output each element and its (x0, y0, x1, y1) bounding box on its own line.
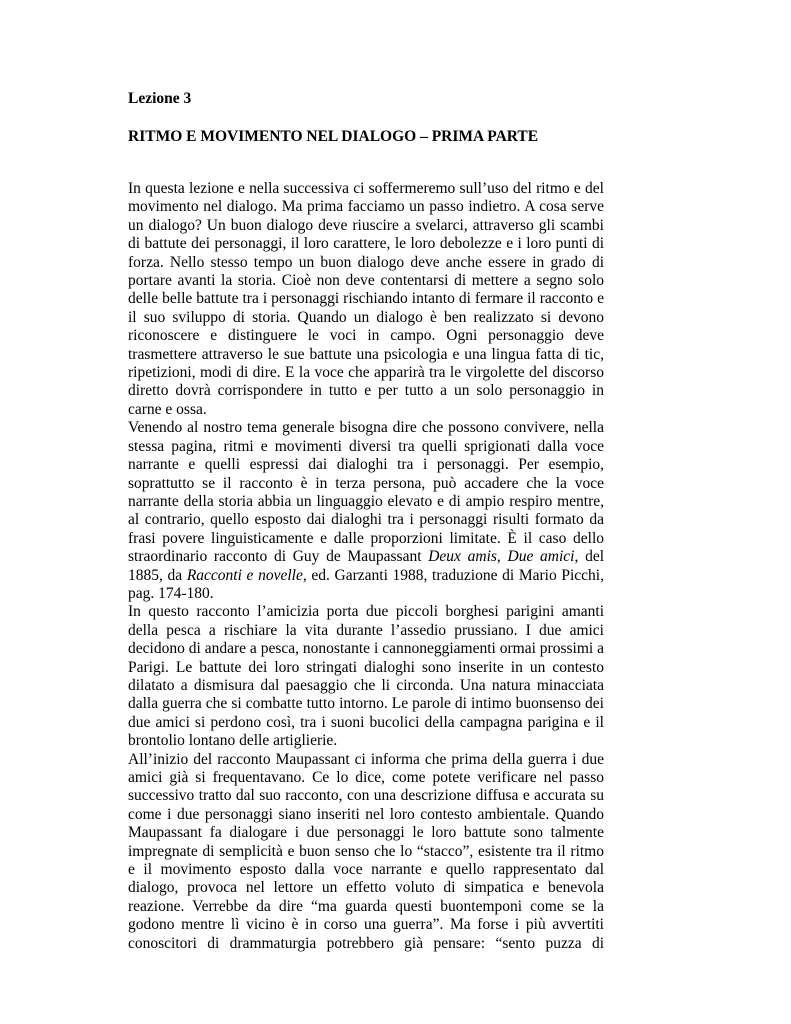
text-line: narrante della storia abbia un linguaggio elevato e di ampio respiro mentre, (128, 492, 604, 510)
text-line: brontolio lontano delle artiglierie. (128, 732, 338, 750)
text-line: pag. 174-180. (128, 584, 214, 602)
text-line: al contrario, quello esposto dai dialoghi tra i personaggi risulti formato da (128, 511, 604, 529)
document-page (128, 88, 604, 953)
text-line (128, 548, 604, 566)
text-line: e il movimento esposto dalla voce narrante e quello rappresentato dal (128, 861, 604, 879)
text-line: stessa pagina, ritmi e movimenti diversi tra quelli sprigionati dalla voce (128, 437, 604, 455)
paragraph-2 (128, 419, 604, 603)
text-line: della pesca a rischiare la vita durante l’assedio prussiano. I due amici (128, 621, 604, 639)
text-line: trasmettere attraverso le sue battute una psicologia e una lingua fatta di tic, (128, 345, 604, 363)
text-line: soprattutto se il racconto è in terza persona, può accadere che la voce (128, 474, 604, 492)
text-run: , (496, 548, 508, 566)
text-line: portare avanti la storia. Cioè non deve contentarsi di mettere a segno solo (128, 272, 604, 290)
text-line: conoscitori di drammaturgia potrebbero già pensare: “sento puzza di (128, 934, 604, 952)
text-line: dialogo, provoca nel lettore un effetto voluto di simpatica e benevola (128, 879, 604, 897)
body-text (128, 180, 604, 953)
text-line: delle belle battute tra i personaggi rischiando intanto di fermare il racconto e (128, 290, 604, 308)
lesson-label: Lezione 3 (128, 90, 192, 107)
text-line: In questo racconto l’amicizia porta due piccoli borghesi parigini amanti (128, 603, 604, 621)
text-line: movimento nel dialogo. Ma prima facciamo un passo indietro. A cosa serve (128, 198, 604, 216)
work-title-translated: Due amici (507, 548, 575, 566)
text-line: reazione. Verrebbe da dire “ma guarda questi buontemponi come se la (128, 897, 604, 915)
text-line: dalla guerra che si combatte tutto intorno. Le parole di intimo buonsenso dei (128, 695, 604, 713)
text-run: , ed. Garzanti 1988, traduzione di Mario Picchi, (302, 566, 604, 584)
text-line: riconoscere e distinguere le voci in campo. Ogni personaggio deve (128, 327, 604, 345)
work-title-original: Deux amis (428, 548, 497, 566)
text-line: Venendo al nostro tema generale bisogna dire che possono convivere, nella (128, 419, 604, 437)
text-line: godono mentre lì vicino è in corso una guerra”. Ma forse i più avvertiti (128, 916, 604, 934)
text-line: ripetizioni, modi di dire. E la voce che apparirà tra le virgolette del discorso (128, 364, 604, 382)
text-line: dilatato a dismisura dal paesaggio che li circonda. Una natura minacciata (128, 676, 604, 694)
text-line: amici già si frequentavano. Ce lo dice, come potete verificare nel passo (128, 769, 604, 786)
text-line: All’inizio del racconto Maupassant ci informa che prima della guerra i due (128, 750, 604, 768)
lesson-title: RITMO E MOVIMENTO NEL DIALOGO – PRIMA PARTE (128, 128, 539, 145)
text-line: decidono di andare a pesca, nonostante i cannoneggiamenti ormai prossimi a (128, 640, 604, 658)
text-line: forza. Nello stesso tempo un buon dialogo deve anche essere in grado di (128, 253, 604, 271)
paragraph-3 (128, 603, 604, 750)
paragraph-4 (128, 751, 604, 953)
text-line: In questa lezione e nella successiva ci soffermeremo sull’uso del ritmo e del (128, 180, 604, 197)
text-run: , del (574, 548, 605, 566)
collection-title: Racconti e novelle (186, 566, 303, 584)
text-run: 1885, da (128, 566, 187, 584)
text-line: carne e ossa. (128, 400, 207, 418)
text-line: successivo tratto dal suo racconto, con una descrizione diffusa e accurata su (128, 787, 604, 805)
text-line: narrante e quelli espressi dai dialoghi tra i personaggi. Per esempio, (128, 456, 604, 474)
text-line: impregnate di semplicità e buon senso che lo “stacco”, esistente tra il ritmo (128, 842, 604, 860)
text-line: un dialogo? Un buon dialogo deve riuscire a svelarci, attraverso gli scambi (128, 216, 604, 234)
paragraph-1 (128, 180, 604, 419)
text-line: due amici si perdono così, tra i suoni bucolici della campagna parigina e il (128, 713, 604, 731)
text-line: di battute dei personaggi, il loro carattere, le loro debolezze e i loro punti di (128, 235, 604, 253)
text-run: straordinario racconto di Guy de Maupassant (128, 548, 429, 566)
text-line: Parigi. Le battute dei loro stringati dialoghi sono inserite in un contesto (128, 658, 604, 676)
text-line: Maupassant fa dialogare i due personaggi le loro battute sono talmente (128, 824, 604, 842)
text-line (128, 567, 604, 585)
text-line: diretto dovrà corrispondere in tutto e per tutto a un solo personaggio in (128, 382, 604, 400)
text-line: come i due personaggi siano inseriti nel loro contesto ambientale. Quando (128, 805, 604, 823)
text-line: frasi povere linguisticamente e dalle proporzioni limitate. È il caso dello (128, 529, 604, 547)
text-line: il suo sviluppo di storia. Quando un dialogo è ben realizzato si devono (128, 308, 604, 326)
